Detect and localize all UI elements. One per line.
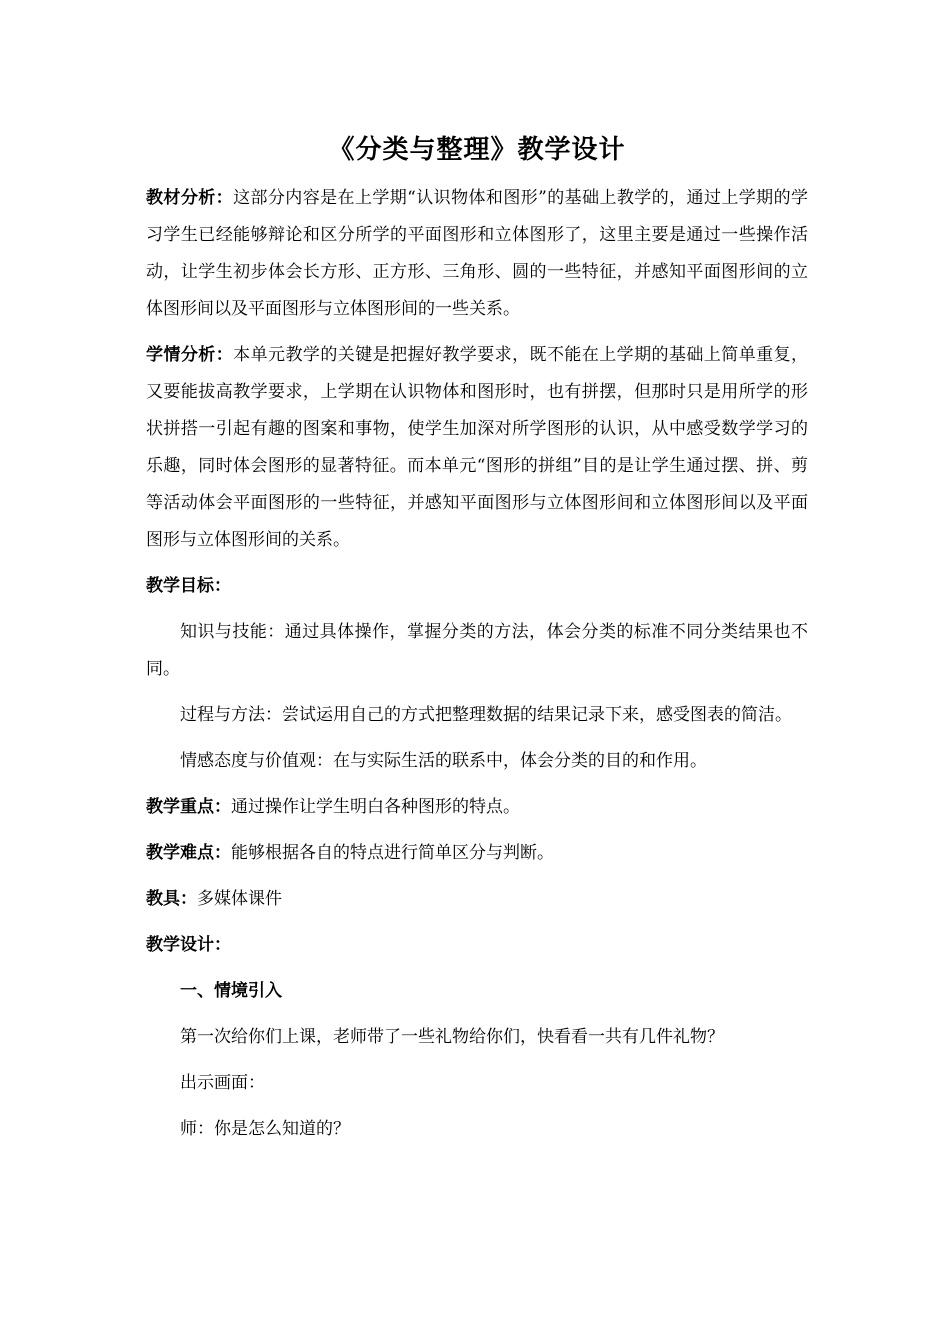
material-analysis-text: 这部分内容是在上学期“认识物体和图形”的基础上教学的，通过上学期的学习学生已经能够辩论和区分所学的平面图形和立体图形了，这里主要是通过一些操作活动，让学生初步体会长方形、正方形、三角形、圆的一些特征，并感知平面图形间的立体图形间以及平面图形与立体图形间的一些关系。 — [146, 188, 808, 319]
difficulties-label: 教学难点： — [146, 843, 231, 863]
step-one-heading: 一、情境引入 — [180, 981, 282, 1001]
goals-heading: 教学目标： — [146, 576, 231, 596]
design-line-gift: 第一次给你们上课，老师带了一些礼物给你们，快看看一共有几件礼物？ — [180, 1027, 724, 1047]
goal-emotion-values: 情感态度与价值观：在与实际生活的联系中，体会分类的目的和作用。 — [180, 751, 707, 771]
document-title: 《分类与整理》教学设计 — [328, 135, 626, 165]
design-line-show-picture: 出示画面： — [180, 1073, 265, 1093]
key-points-text: 通过操作让学生明白各种图形的特点。 — [231, 797, 520, 817]
goal-knowledge-skills: 知识与技能：通过具体操作，掌握分类的方法，体会分类的标准不同分类结果也不同。 — [146, 622, 808, 679]
tools-paragraph — [146, 881, 808, 918]
goal-process-methods: 过程与方法：尝试运用自己的方式把整理数据的结果记录下来，感受图表的简洁。 — [180, 705, 792, 725]
tools-text: 多媒体课件 — [197, 889, 282, 909]
design-line-teacher-question: 师：你是怎么知道的？ — [180, 1119, 350, 1139]
student-analysis-paragraph — [146, 337, 808, 559]
difficulties-paragraph — [146, 835, 808, 872]
student-analysis-label: 学情分析： — [146, 345, 234, 365]
tools-label: 教具： — [146, 889, 197, 909]
difficulties-text: 能够根据各自的特点进行简单区分与判断。 — [231, 843, 554, 863]
design-heading: 教学设计： — [146, 935, 231, 955]
material-analysis-label: 教材分析： — [146, 188, 234, 208]
material-analysis-paragraph — [146, 180, 808, 328]
key-points-label: 教学重点： — [146, 797, 231, 817]
document-page — [146, 128, 808, 1157]
key-points-paragraph — [146, 789, 808, 826]
student-analysis-text: 本单元教学的关键是把握好教学要求，既不能在上学期的基础上简单重复，又要能拔高教学要求，上学期在认识物体和图形时，也有拼摆，但那时只是用所学的形状拼搭一引起有趣的图案和事物，使学生加深对所学图形的认识，从中感受数学学习的乐趣，同时体会图形的显著特征。而本单元“图形的拼组”目的是让学生通过摆、拼、剪等活动体会平面图形的一些特征，并感知平面图形与立体图形间和立体图形间以及平面图形与立体图形间的关系。 — [146, 345, 809, 550]
